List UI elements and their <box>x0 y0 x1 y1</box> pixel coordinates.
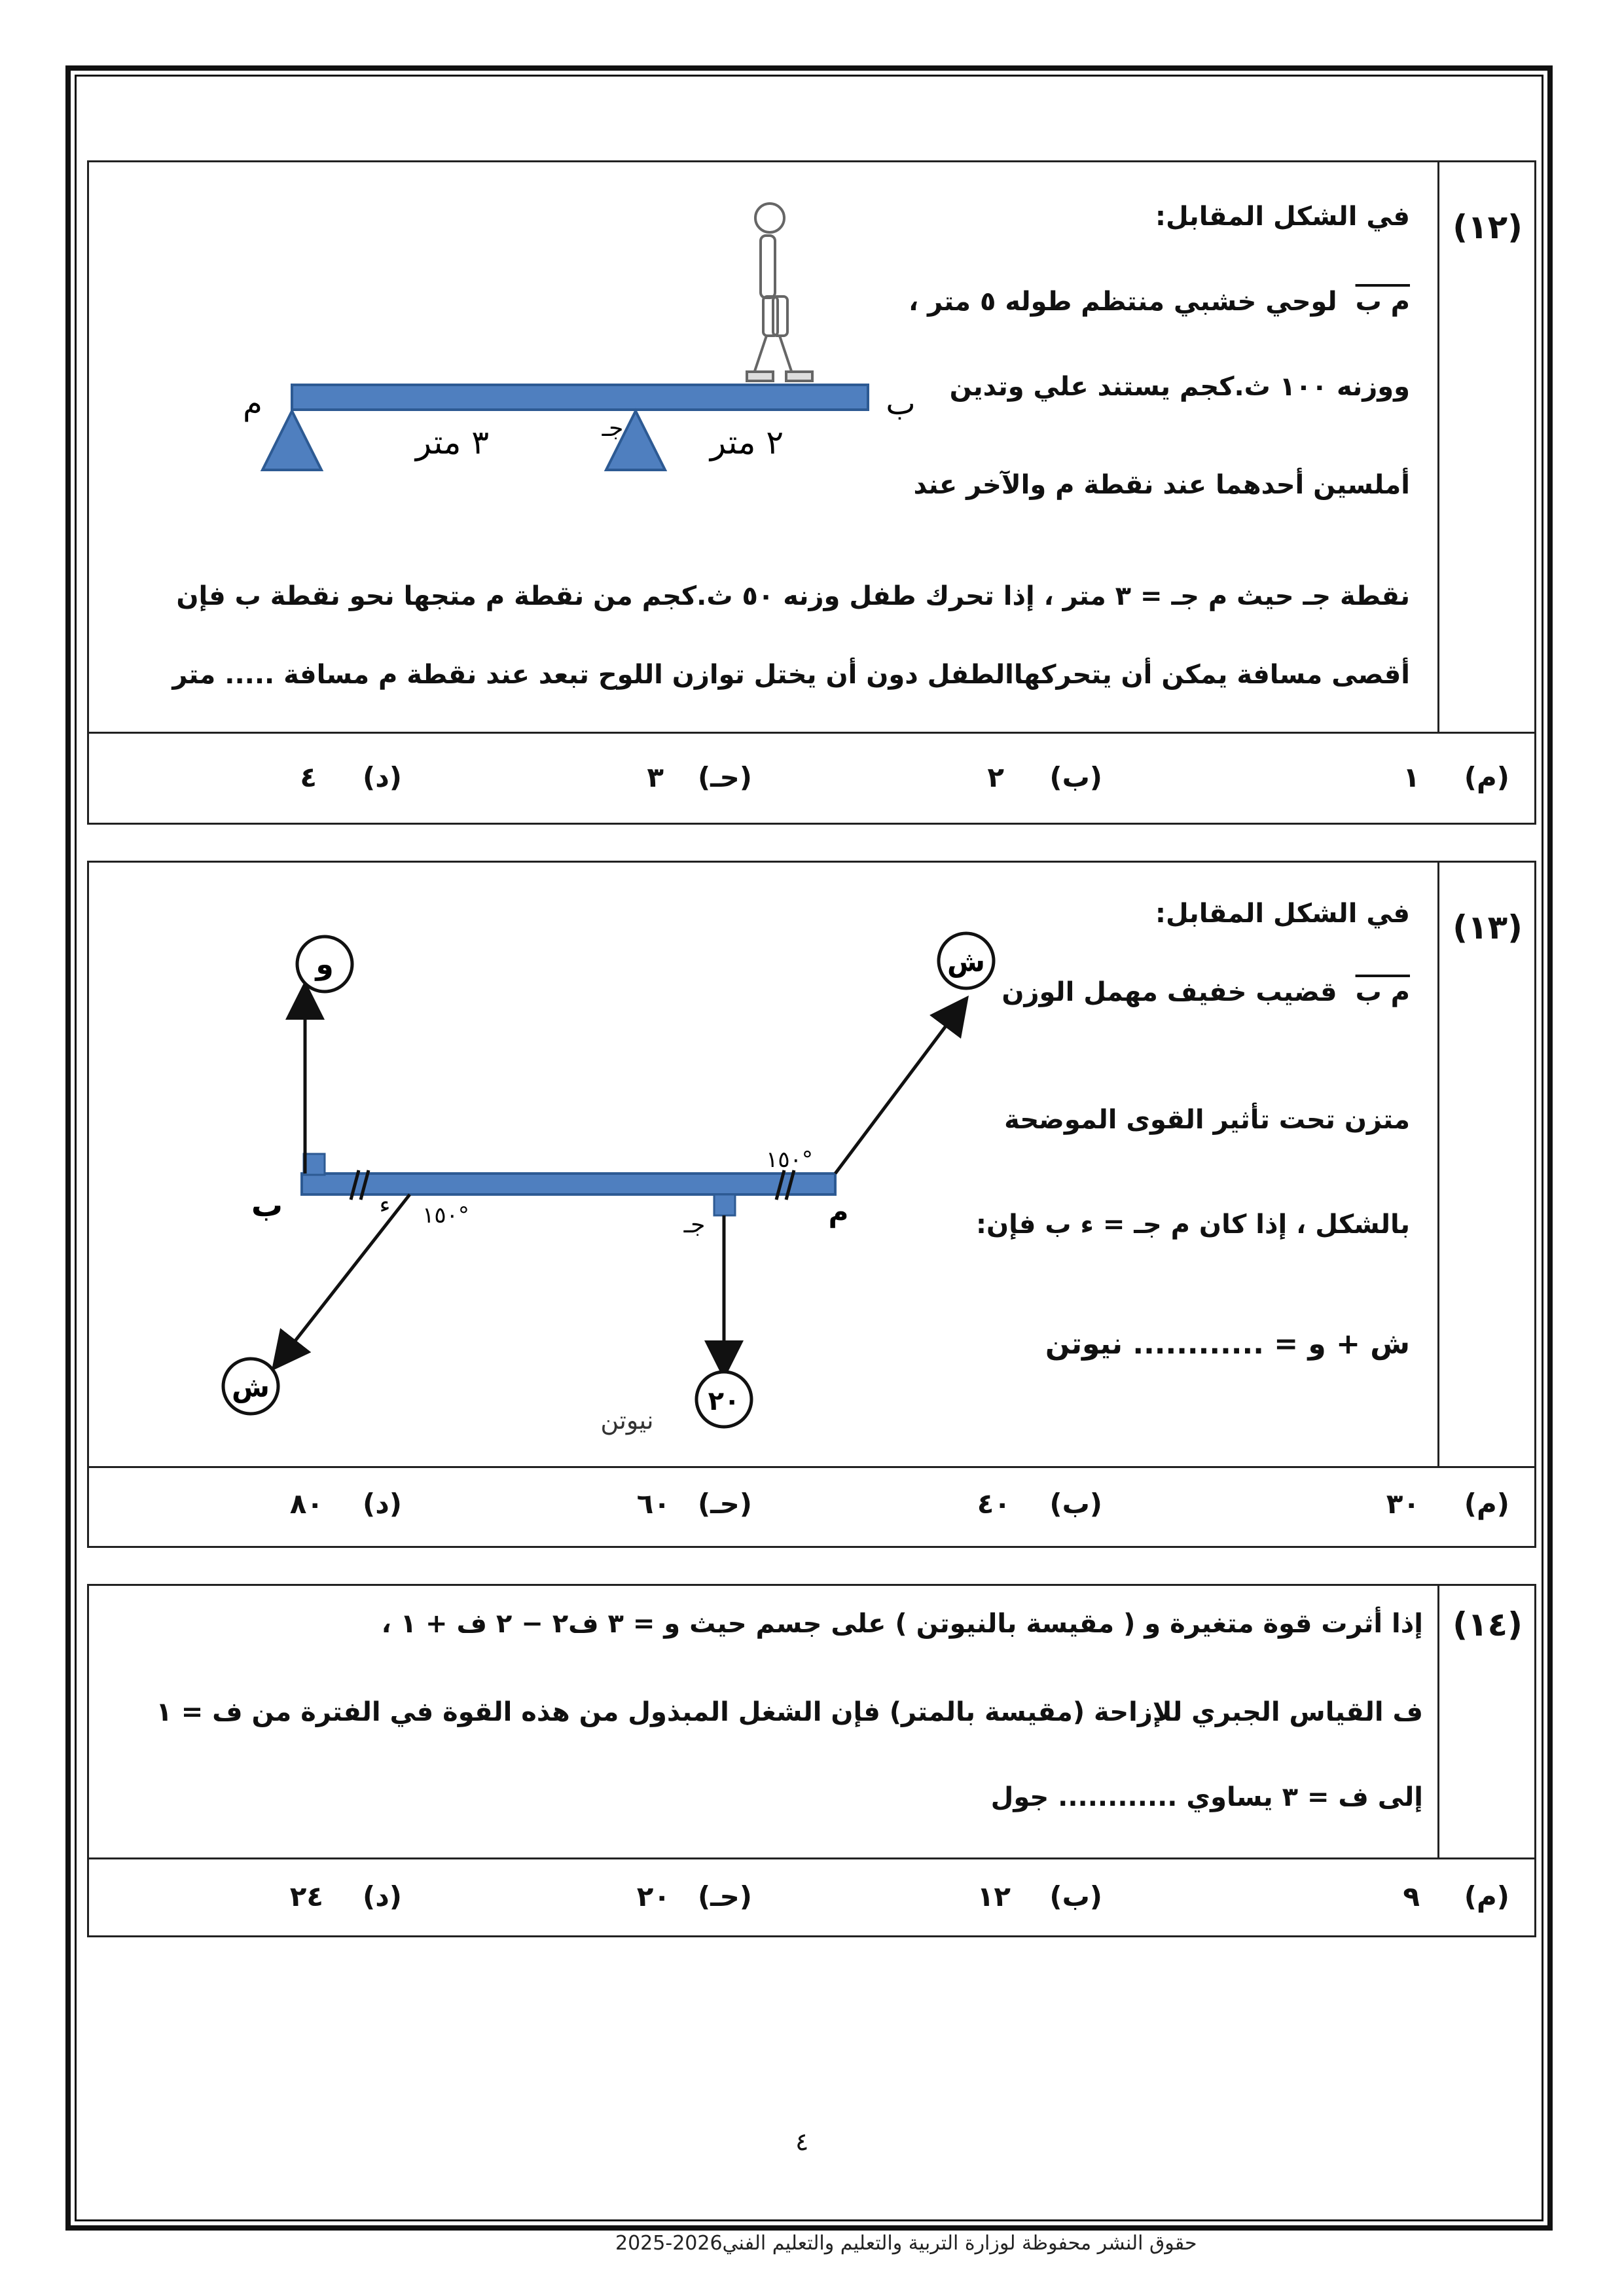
option-b-label: (ب) <box>1049 1880 1102 1912</box>
option-c-label: (حـ) <box>697 1880 752 1912</box>
angle-left: ١٥٠° <box>422 1202 469 1229</box>
option-c-label: (حـ) <box>697 761 752 793</box>
option-b-value: ٤٠ <box>977 1488 1011 1520</box>
question-line-2: ووزنه ١٠٠ ث.كجم يستند علي وتدين <box>949 372 1410 402</box>
question-line-3: أملسين أحدهما عند نقطة ﻡ والآخر عند <box>913 470 1410 500</box>
question-number-column <box>1437 863 1534 1468</box>
copyright-notice: حقوق النشر محفوظة لوزارة التربية والتعليم والتعليم الفني2026-2025 <box>615 2232 1197 2255</box>
label-d: ء <box>379 1192 391 1219</box>
option-d-value: ٨٠ <box>289 1488 323 1520</box>
option-a-value: ٩ <box>1403 1880 1420 1912</box>
option-a-label: (ﻡ) <box>1464 761 1509 793</box>
child-figure <box>747 204 812 381</box>
question-number: (١٢) <box>1453 208 1523 246</box>
option-b-label: (ب) <box>1049 761 1102 793</box>
options-divider <box>89 1857 1534 1859</box>
option-d-value: ٢٤ <box>289 1880 323 1912</box>
force-w-label: ﻭ <box>316 948 334 981</box>
question-line-4: نقطة جـ حيث ﻡ جـ = ٣ متر ، إذا تحرك طفل وزنه ٥٠ ث.كجم من نقطة ﻡ متجها نحو نقطة ب فإن <box>176 581 1410 611</box>
option-c-value: ٦٠ <box>636 1488 670 1520</box>
segment-label: ﻡ ب <box>1355 977 1410 1007</box>
line-text: قضيب خفيف مهمل الوزن <box>1001 977 1337 1007</box>
option-d-label: (د) <box>363 761 402 793</box>
option-d-value: ٤ <box>300 761 317 793</box>
option-c-value: ٣ <box>647 761 664 793</box>
label-j: جـ <box>602 415 624 442</box>
label-b: ب <box>251 1187 283 1224</box>
wooden-plank <box>292 385 868 410</box>
option-a-value: ٣٠ <box>1386 1488 1420 1520</box>
label-a: ﻡ <box>828 1196 849 1228</box>
option-c-value: ٢٠ <box>636 1880 670 1912</box>
segment-label: ﻡ ب <box>1355 287 1410 317</box>
option-b-label: (ب) <box>1049 1488 1102 1520</box>
rod-forces-figure <box>115 882 1032 1458</box>
distance-2m: ٢ متر <box>710 423 784 461</box>
force-sh-right-arrow <box>835 1003 963 1174</box>
option-a-value: ١ <box>1403 761 1420 793</box>
options-divider <box>89 1466 1534 1468</box>
distance-3m: ٣ متر <box>415 423 490 461</box>
question-number-column <box>1437 162 1534 734</box>
question-line-1 <box>1001 977 1410 1007</box>
question-line-4: ﺵ + ﻭ = ............ نيوتن <box>1045 1327 1410 1361</box>
question-number: (١٣) <box>1453 908 1523 946</box>
question-heading: في الشكل المقابل: <box>1155 899 1410 929</box>
label-b: ب <box>886 386 916 422</box>
question-line-2: متزن تحت تأثير القوى الموضحة <box>1004 1105 1410 1135</box>
right-angle-j <box>714 1194 735 1215</box>
option-a-label: (ﻡ) <box>1464 1880 1509 1912</box>
angle-right: ١٥٠° <box>766 1147 813 1173</box>
support-a <box>262 411 321 470</box>
options-divider <box>89 732 1534 734</box>
plank-figure <box>141 188 992 660</box>
question-number: (١٤) <box>1453 1605 1523 1643</box>
question-12 <box>87 160 1536 825</box>
option-d-label: (د) <box>363 1880 402 1912</box>
force-20-label: ٢٠ <box>708 1386 740 1416</box>
force-sh-left-arrow <box>278 1194 410 1363</box>
force-sh-left-label: ﺵ <box>232 1371 270 1403</box>
line-text: لوحي خشبي منتظم طوله ٥ متر ، <box>908 287 1337 317</box>
question-line-1: إذا أثرت قوة متغيرة ﻭ ( مقيسة بالنيوتن ) على جسم حيث ﻭ = ٣ ف٢ − ٢ ف + ١ ، <box>381 1609 1423 1639</box>
label-j: جـ <box>683 1211 706 1238</box>
question-heading: في الشكل المقابل: <box>1155 202 1410 232</box>
option-d-label: (د) <box>363 1488 402 1520</box>
question-13 <box>87 861 1536 1548</box>
option-b-value: ٢ <box>987 761 1004 793</box>
question-14 <box>87 1584 1536 1937</box>
force-20-unit: نيوتن <box>600 1406 654 1435</box>
force-sh-right-label: ﺵ <box>947 946 985 978</box>
question-line-2: ف القياس الجبري للإزاحة (مقيسة بالمتر) فإن الشغل المبذول من هذه القوة في الفترة من ف = ١ <box>156 1697 1423 1727</box>
option-b-value: ١٢ <box>977 1880 1011 1912</box>
option-a-label: (ﻡ) <box>1464 1488 1509 1520</box>
question-line-3: بالشكل ، إذا كان ﻡ جـ = ء ب فإن: <box>976 1210 1410 1240</box>
right-angle-b <box>304 1154 325 1175</box>
page-number: ٤ <box>795 2127 809 2156</box>
label-a: ﻡ <box>243 386 262 422</box>
question-line-5: أقصى مسافة يمكن أن يتحركهاالطفل دون أن يختل توازن اللوح تبعد عند نقطة ﻡ مسافة ..... متر <box>172 660 1410 690</box>
question-line-3: إلى ف = ٣ يساوي ............ جول <box>990 1782 1423 1812</box>
option-c-label: (حـ) <box>697 1488 752 1520</box>
